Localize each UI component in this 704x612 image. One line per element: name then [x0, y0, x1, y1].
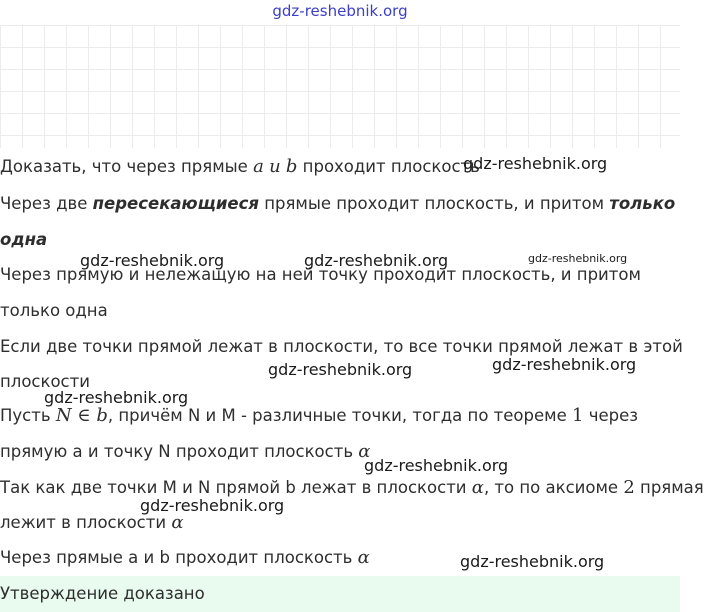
watermark: gdz-reshebnik.org	[460, 552, 605, 571]
conclusion-text: Утверждение доказано	[0, 584, 205, 603]
solution-line: Так как две точки M и N прямой b лежат в плоскости α, то по аксиоме 2 прямая	[0, 477, 704, 498]
watermark: gdz-reshebnik.org	[528, 252, 628, 265]
solution-line: плоскости	[0, 372, 90, 391]
watermark: gdz-reshebnik.org	[492, 355, 637, 374]
site-link[interactable]: gdz-reshebnik.org	[272, 2, 408, 20]
solution-line: Через прямую и нележащую на ней точку проходит плоскость, и притом	[0, 265, 641, 284]
watermark: gdz-reshebnik.org	[80, 251, 225, 270]
solution-line: Через прямые a и b проходит плоскость α	[0, 547, 370, 568]
watermark: gdz-reshebnik.org	[463, 154, 608, 173]
watermark: gdz-reshebnik.org	[140, 496, 285, 515]
task-statement: Доказать, что через прямые a и b проходит плоскость	[0, 156, 480, 177]
watermark: gdz-reshebnik.org	[364, 456, 509, 475]
solution-line: Через две пересекающиеся прямые проходит плоскость, и притом только	[0, 194, 676, 213]
conclusion-box	[0, 576, 680, 612]
solution-line: прямую a и точку N проходит плоскость α	[0, 441, 371, 462]
solution-line: Если две точки прямой лежат в плоскости, то все точки прямой лежат в этой	[0, 337, 683, 356]
grid-image	[0, 25, 680, 148]
watermark: gdz-reshebnik.org	[268, 360, 413, 379]
solution-line: одна	[0, 230, 48, 249]
watermark: gdz-reshebnik.org	[304, 251, 449, 270]
solution-line: Пусть N ∈ b, причём N и M - различные точки, тогда по теореме 1 через	[0, 405, 638, 426]
solution-line: лежит в плоскости α	[0, 512, 184, 533]
solution-line: только одна	[0, 301, 108, 320]
watermark: gdz-reshebnik.org	[44, 388, 189, 407]
